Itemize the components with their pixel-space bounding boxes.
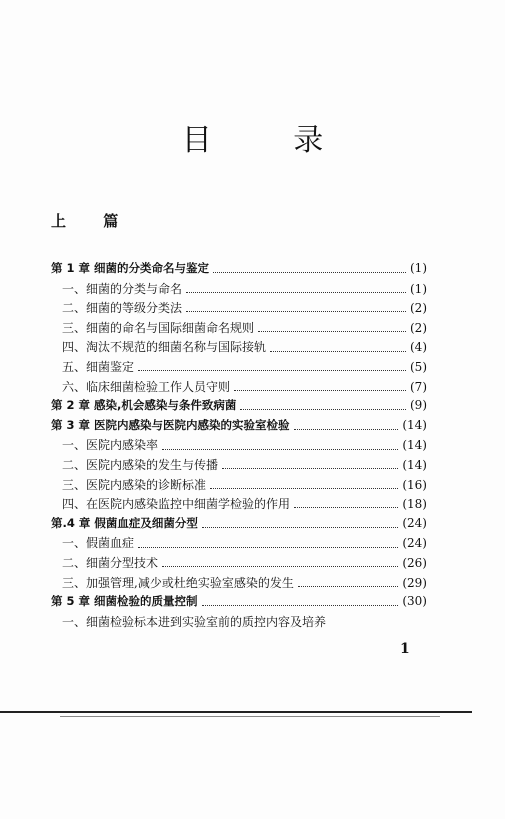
- toc-entry-title: 第 5 章 细菌检验的质量控制: [51, 594, 198, 609]
- dot-leader: [270, 351, 406, 352]
- dot-leader: [162, 566, 398, 567]
- toc-entry-title: 三、医院内感染的诊断标准: [62, 477, 207, 492]
- toc-entry-title: 一、假菌血症: [62, 536, 135, 551]
- toc-entry-title: 五、细菌鉴定: [62, 359, 135, 374]
- dot-leader: [234, 390, 406, 391]
- dot-leader: [258, 331, 406, 332]
- toc-entry-page: (14): [402, 438, 427, 453]
- toc-entry-page: (29): [402, 575, 427, 590]
- toc-chapter-entry: [51, 260, 427, 280]
- toc-entry-title: 二、细菌分型技术: [62, 555, 159, 570]
- toc-entry-title: 第.4 章 假菌血症及细菌分型: [51, 515, 198, 530]
- dot-leader: [213, 272, 406, 273]
- dot-leader: [222, 468, 398, 469]
- toc-entry-page: (24): [402, 515, 427, 530]
- toc-entry-page: (2): [410, 320, 427, 335]
- toc-section-entry: [51, 534, 427, 554]
- toc-entry-title: 四、淘汰不规范的细菌名称与国际接轨: [62, 340, 267, 355]
- toc-entry-page: (24): [402, 536, 427, 551]
- toc-entry-title: 三、加强管理,减少或杜绝实验室感染的发生: [62, 575, 294, 590]
- toc-entry-page: (4): [410, 340, 427, 355]
- footer-rule-secondary: [60, 716, 440, 717]
- page-title: 目 录: [181, 123, 360, 158]
- page-number: 1: [400, 641, 410, 657]
- dot-leader: [294, 507, 398, 508]
- toc-entry-title: 第 2 章 感染,机会感染与条件致病菌: [51, 398, 237, 413]
- toc-entry-title: 一、医院内感染率: [62, 438, 159, 453]
- dot-leader: [138, 370, 406, 371]
- toc-section-entry: [51, 358, 427, 378]
- dot-leader: [138, 547, 398, 548]
- dot-leader: [298, 586, 399, 587]
- dot-leader: [240, 409, 406, 410]
- toc-entry-page: (7): [410, 379, 427, 394]
- toc-entry-title: 第 3 章 医院内感染与医院内感染的实验室检验: [51, 417, 290, 432]
- toc-section-entry: [51, 338, 427, 358]
- toc-entry-page: (26): [402, 555, 427, 570]
- toc-chapter-entry: [51, 515, 427, 535]
- toc-entry-title: 三、细菌的命名与国际细菌命名规则: [62, 320, 255, 335]
- toc-chapter-entry: [51, 417, 427, 437]
- toc-entry-title: 二、细菌的等级分类法: [62, 301, 183, 316]
- toc-section-entry: [51, 613, 427, 633]
- toc-section-entry: [51, 319, 427, 339]
- toc-entry-page: (9): [410, 398, 427, 413]
- dot-leader: [210, 488, 398, 489]
- toc-entry-title: 一、细菌的分类与命名: [62, 281, 183, 296]
- toc-entry-page: (1): [410, 281, 427, 296]
- toc-section-entry: [51, 495, 427, 515]
- toc-chapter-entry: [51, 397, 427, 417]
- toc-section-entry: [51, 378, 427, 398]
- toc-section-entry: [51, 280, 427, 300]
- toc-section-entry: [51, 436, 427, 456]
- dot-leader: [202, 605, 399, 606]
- dot-leader: [186, 292, 406, 293]
- toc-entry-page: (14): [402, 457, 427, 472]
- toc-chapter-entry: [51, 593, 427, 613]
- dot-leader: [294, 429, 399, 430]
- toc-entry-page: (2): [410, 301, 427, 316]
- toc-entry-title: 六、临床细菌检验工作人员守则: [62, 379, 231, 394]
- toc-entry-page: (30): [402, 594, 427, 609]
- toc-entry-title: 四、在医院内感染监控中细菌学检验的作用: [62, 497, 291, 512]
- table-of-contents: [51, 260, 427, 632]
- dot-leader: [202, 527, 398, 528]
- toc-entry-page: (18): [402, 497, 427, 512]
- toc-entry-title: 二、医院内感染的发生与传播: [62, 457, 219, 472]
- toc-entry-title: 第 1 章 细菌的分类命名与鉴定: [51, 261, 210, 275]
- toc-section-entry: [51, 456, 427, 476]
- dot-leader: [162, 449, 398, 450]
- dot-leader: [186, 311, 406, 312]
- toc-section-entry: [51, 554, 427, 574]
- toc-entry-page: (14): [402, 417, 427, 432]
- toc-entry-title: 一、细菌检验标本进到实验室前的质控内容及培养: [62, 614, 327, 629]
- toc-entry-page: (5): [410, 359, 427, 374]
- toc-entry-page: (1): [410, 261, 427, 275]
- toc-section-entry: [51, 299, 427, 319]
- toc-section-entry: [51, 476, 427, 496]
- toc-section-entry: [51, 574, 427, 594]
- footer-rule: [0, 711, 472, 713]
- toc-entry-page: (16): [402, 477, 427, 492]
- part-heading: 上 篇: [51, 212, 135, 230]
